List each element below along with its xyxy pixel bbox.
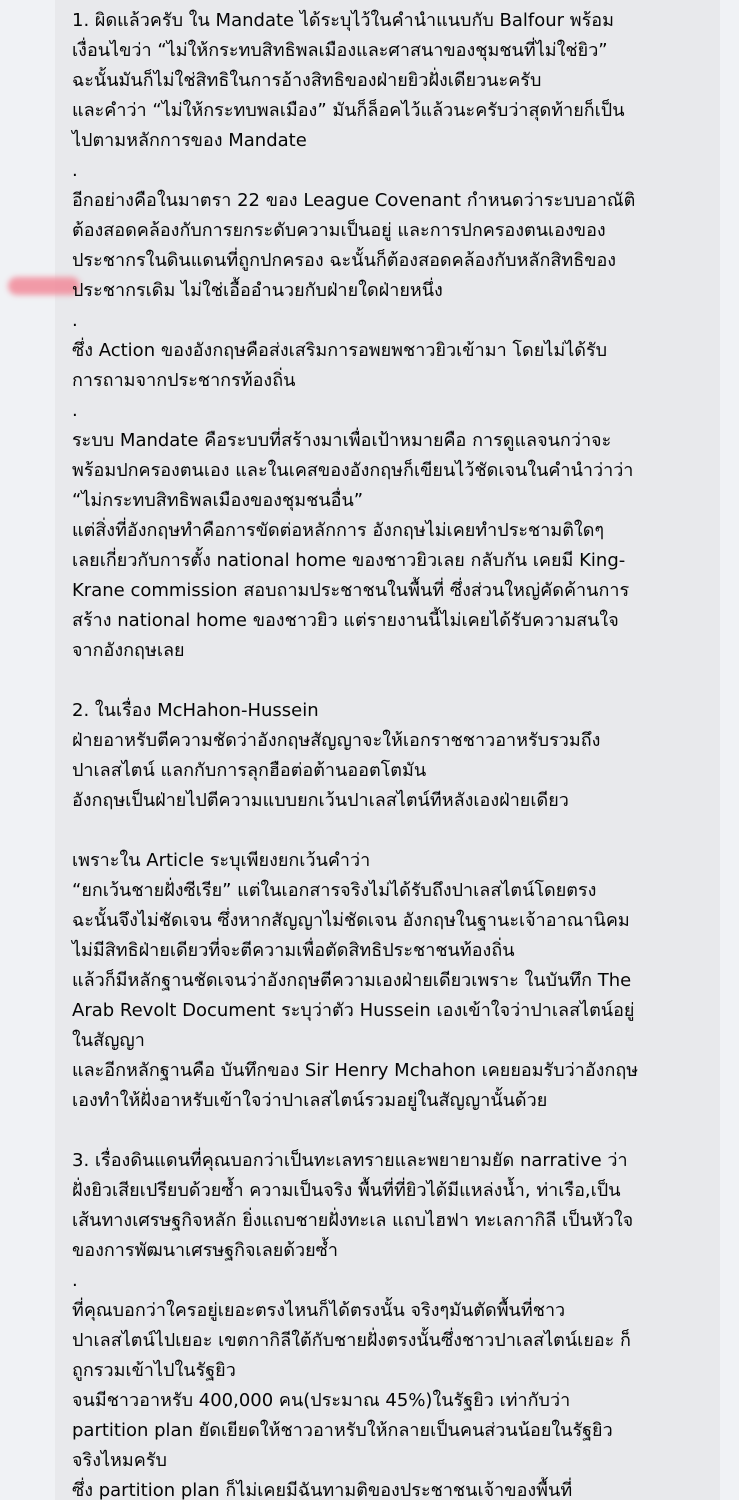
comment-line: “ไม่กระทบสิทธิพลเมืองของชุมชนอื่น” — [72, 490, 364, 511]
comment-line: แล้วก็มีหลักฐานชัดเจนว่าอังกฤษตีความเองฝ่ายเดียวเพราะ ในบันทึก The — [72, 970, 632, 991]
comment-line: Arab Revolt Document ระบุว่าตัว Hussein เองเข้าใจว่าปาเลสไตน์อยู่ — [72, 1000, 635, 1021]
comment-line: เลยเกี่ยวกับการตั้ง national home ของชาวยิวเลย กลับกัน เคยมี King- — [72, 550, 626, 571]
comment-line: จนมีชาวอาหรับ 400,000 คน(ประมาณ 45%)ในรัฐยิว เท่ากับว่า — [72, 1390, 571, 1411]
red-highlight-mark — [8, 277, 80, 295]
comment-line: ฝั่งยิวเสียเปรียบด้วยซ้ำ ความเป็นจริง พื้นที่ที่ยิวได้มีแหล่งน้ำ, ท่าเรือ,เป็น — [72, 1180, 621, 1201]
blank-line — [72, 666, 712, 696]
comment-line: พร้อมปกครองตนเอง และในเคสของอังกฤษก็เขียนไว้ชัดเจนในคำนำว่าว่า — [72, 460, 634, 481]
comment-line: partition plan ยัดเยียดให้ชาวอาหรับให้กลายเป็นคนส่วนน้อยในรัฐยิว — [72, 1420, 613, 1441]
comment-line: 3. เรื่องดินแดนที่คุณบอกว่าเป็นทะเลทรายและพยายามยัด narrative ว่า — [72, 1150, 628, 1171]
comment-line: ถูกรวมเข้าไปในรัฐยิว — [72, 1360, 236, 1381]
comment-text — [72, 6, 712, 1500]
comment-line: อังกฤษเป็นฝ่ายไปตีความแบบยกเว้นปาเลสไตน์ทีหลังเองฝ่ายเดียว — [72, 790, 569, 811]
comment-line: ปาเลสไตน์ไปเยอะ เขตกากิลีใต้กับชายฝั่งตรงนั้นซึ่งชาวปาเลสไตน์เยอะ ก็ — [72, 1330, 631, 1351]
comment-line: . — [72, 160, 78, 181]
comment-line: ปาเลสไตน์ แลกกับการลุกฮือต่อต้านออตโตมัน — [72, 760, 427, 781]
comment-line: ที่คุณบอกว่าใครอยู่เยอะตรงไหนก็ได้ตรงนั้น จริงๆมันตัดพื้นที่ชาว — [72, 1300, 566, 1321]
comment-line: “ยกเว้นชายฝั่งซีเรีย” แต่ในเอกสารจริงไม่ได้รับถึงปาเลสไตน์โดยตรง — [72, 880, 597, 901]
comment-line: ประชากรในดินแดนที่ถูกปกครอง ฉะนั้นก็ต้องสอดคล้องกับหลักสิทธิของ — [72, 250, 617, 271]
comment-line: สร้าง national home ของชาวยิว แต่รายงานนี้ไม่เคยได้รับความสนใจ — [72, 610, 619, 631]
comment-line: เงื่อนไขว่า “ไม่ให้กระทบสิทธิพลเมืองและศาสนาของชุมชนที่ไม่ใช่ยิว” — [72, 40, 608, 61]
comment-line: ฝ่ายอาหรับตีความชัดว่าอังกฤษสัญญาจะให้เอกราชชาวอาหรับรวมถึง — [72, 730, 601, 751]
comment-line: ของการพัฒนาเศรษฐกิจเลยด้วยซ้ำ — [72, 1240, 339, 1261]
comment-line: การถามจากประชากรท้องถิ่น — [72, 370, 296, 391]
comment-line: และอีกหลักฐานคือ บันทึกของ Sir Henry Mchahon เคยยอมรับว่าอังกฤษ — [72, 1060, 639, 1081]
comment-line: จากอังกฤษเลย — [72, 640, 185, 661]
comment-line: 1. ผิดแล้วครับ ใน Mandate ได้ระบุไว้ในคำนำแนบกับ Balfour พร้อม — [72, 10, 614, 31]
comment-line: อีกอย่างคือในมาตรา 22 ของ League Covenant กำหนดว่าระบบอาณัติ — [72, 190, 636, 211]
blank-line — [72, 816, 712, 846]
comment-line: . — [72, 400, 78, 421]
comment-line: ระบบ Mandate คือระบบที่สร้างมาเพื่อเป้าหมายคือ การดูแลจนกว่าจะ — [72, 430, 612, 451]
comment-line: ประชากรเดิม ไม่ใช่เอื้ออำนวยกับฝ่ายใดฝ่ายหนึ่ง — [72, 280, 443, 301]
comment-line: ในสัญญา — [72, 1030, 145, 1051]
comment-line: เองทำให้ฝั่งอาหรับเข้าใจว่าปาเลสไตน์รวมอยู่ในสัญญานั้นด้วย — [72, 1090, 548, 1111]
blank-line — [72, 1116, 712, 1146]
comment-line: จริงไหมครับ — [72, 1450, 167, 1471]
comment-line: เส้นทางเศรษฐกิจหลัก ยิ่งแถบชายฝั่งทะเล แถบไฮฟา ทะเลกากิลี เป็นหัวใจ — [72, 1210, 634, 1231]
comment-line: ไม่มีสิทธิฝ่ายเดียวที่จะตีความเพื่อตัดสิทธิประชาชนท้องถิ่น — [72, 940, 515, 961]
comment-line: เพราะใน Article ระบุเพียงยกเว้นคำว่า — [72, 850, 371, 871]
comment-line: . — [72, 310, 78, 331]
comment-line: 2. ในเรื่อง McHahon-Hussein — [72, 700, 319, 721]
comment-line: ไปตามหลักการของ Mandate — [72, 130, 307, 151]
comment-line: ฉะนั้นจึงไม่ชัดเจน ซึ่งหากสัญญาไม่ชัดเจน อังกฤษในฐานะเจ้าอาณานิคม — [72, 910, 630, 931]
comment-line: ซึ่ง Action ของอังกฤษคือส่งเสริมการอพยพชาวยิวเข้ามา โดยไม่ได้รับ — [72, 340, 608, 361]
comment-line: ต้องสอดคล้องกับการยกระดับความเป็นอยู่ และการปกครองตนเองของ — [72, 220, 606, 241]
comment-line: . — [72, 1270, 78, 1291]
comment-line: ซึ่ง partition plan ก็ไม่เคยมีฉันทามติของประชาชนเจ้าของพื้นที่ — [72, 1480, 573, 1500]
comment-line: แต่สิ่งที่อังกฤษทำคือการขัดต่อหลักการ อังกฤษไม่เคยทำประชามติใดๆ — [72, 520, 605, 541]
comment-line: Krane commission สอบถามประชาชนในพื้นที่ ซึ่งส่วนใหญ่คัดค้านการ — [72, 580, 630, 601]
comment-line: และคำว่า “ไม่ให้กระทบพลเมือง” มันก็ล็อคไว้แล้วนะครับว่าสุดท้ายก็เป็น — [72, 100, 625, 121]
comment-line: ฉะนั้นมันก็ไม่ใช่สิทธิในการอ้างสิทธิของฝ่ายยิวฝั่งเดียวนะครับ — [72, 70, 542, 91]
